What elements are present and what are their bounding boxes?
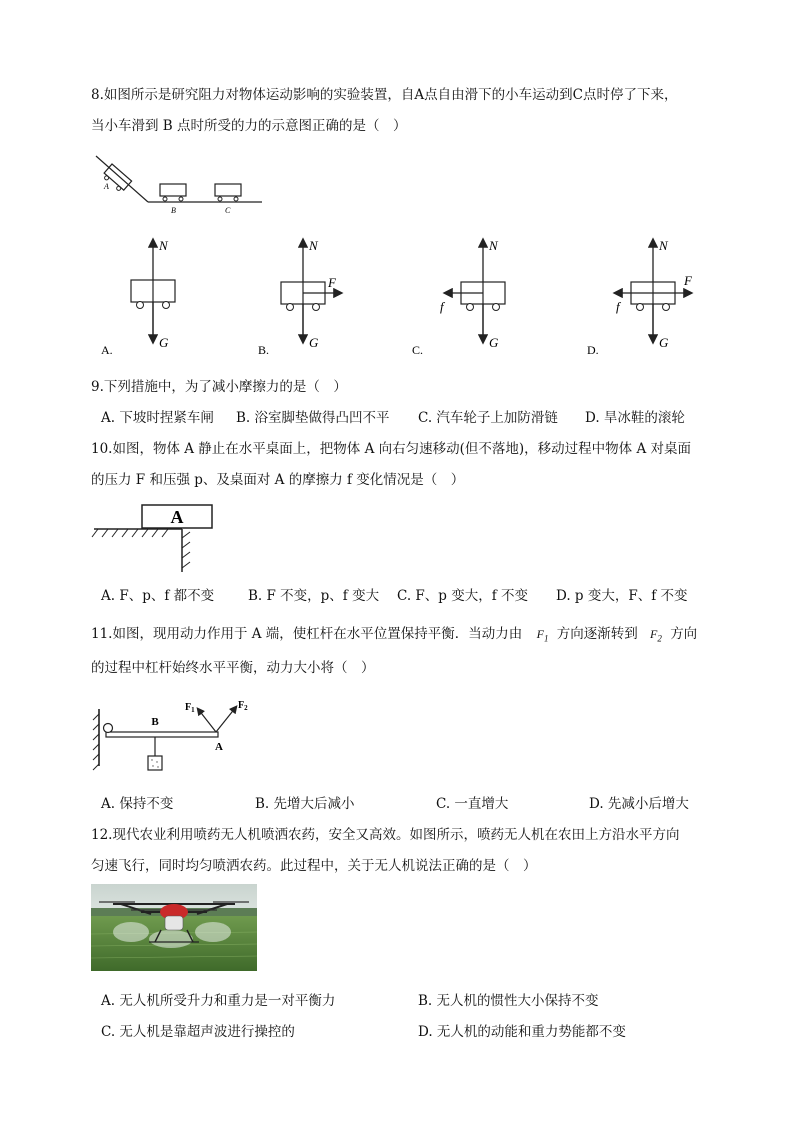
q11-stem-part1: 11.如图，现用动力作用于 A 端，使杠杆在水平位置保持平衡．当动力由 bbox=[91, 626, 523, 642]
q8-c-g: G bbox=[489, 335, 499, 350]
q10-option-a[interactable]: A. F、p、f 都不变 bbox=[101, 588, 215, 604]
q8-force-options bbox=[95, 232, 725, 357]
q11-stem-line1 bbox=[91, 622, 697, 643]
q11-stem-part3: 方向 bbox=[670, 626, 698, 642]
q8-stem-line2: 当小车滑到 B 点时所受的力的示意图正确的是（ ） bbox=[91, 118, 407, 134]
q8-d-f-upper: F bbox=[684, 273, 692, 288]
q8-option-a-diagram bbox=[101, 238, 175, 357]
q8-c-n: N bbox=[489, 238, 498, 253]
q9-option-a[interactable]: A. 下坡时捏紧车闸 bbox=[101, 410, 214, 426]
q8-a-g: G bbox=[159, 335, 169, 350]
q8-option-d-diagram bbox=[587, 238, 693, 357]
q12-drone-photo bbox=[91, 884, 257, 971]
q11-lever-figure bbox=[92, 694, 267, 776]
q11-option-b[interactable]: B. 先增大后减小 bbox=[255, 796, 355, 812]
q8-a-n: N bbox=[159, 238, 168, 253]
q11-label-f1: $F_1$ bbox=[185, 702, 195, 714]
q8-option-b-label: B. bbox=[258, 343, 270, 357]
q8-ramp-figure bbox=[90, 150, 270, 220]
q8-d-f-lower: f bbox=[616, 299, 620, 314]
q10-option-b[interactable]: B. F 不变，p、f 变大 bbox=[248, 588, 380, 604]
q9-option-c[interactable]: C. 汽车轮子上加防滑链 bbox=[418, 410, 558, 426]
q11-option-d[interactable]: D. 先减小后增大 bbox=[589, 796, 689, 812]
q12-option-b[interactable]: B. 无人机的惯性大小保持不变 bbox=[418, 993, 599, 1009]
q11-stem-line2: 的过程中杠杆始终水平平衡，动力大小将（ ） bbox=[91, 660, 375, 676]
q8-d-g: G bbox=[659, 335, 669, 350]
q11-option-c[interactable]: C. 一直增大 bbox=[436, 796, 509, 812]
q11-label-f2: $F_2$ bbox=[238, 700, 248, 712]
q10-block-label: A bbox=[170, 507, 184, 527]
q12-stem-line1: 12.现代农业利用喷药无人机喷洒农药，安全又高效。如图所示，喷药无人机在农田上方沿水平方向 bbox=[91, 827, 680, 843]
q8-option-c-diagram bbox=[412, 238, 505, 357]
q11-option-a[interactable]: A. 保持不变 bbox=[101, 796, 174, 812]
q12-option-a[interactable]: A. 无人机所受升力和重力是一对平衡力 bbox=[101, 993, 336, 1009]
q8-option-d-label: D. bbox=[587, 343, 599, 357]
q12-option-d[interactable]: D. 无人机的动能和重力势能都不变 bbox=[418, 1024, 626, 1040]
q9-stem: 9.下列措施中，为了减小摩擦力的是（ ） bbox=[91, 379, 347, 395]
q9-option-b[interactable]: B. 浴室脚垫做得凸凹不平 bbox=[236, 410, 390, 426]
q10-option-c[interactable]: C. F、p 变大，f 不变 bbox=[397, 588, 529, 604]
q12-stem-line2: 匀速飞行，同时均匀喷洒农药。此过程中，关于无人机说法正确的是（ ） bbox=[91, 858, 537, 874]
q10-table-figure bbox=[90, 500, 220, 575]
q11-label-b: B bbox=[151, 716, 159, 728]
q10-stem-line1: 10.如图，物体 A 静止在水平桌面上，把物体 A 向右匀速移动(但不落地)，移动过程中物体 A 对桌面 bbox=[91, 441, 691, 457]
q10-option-d[interactable]: D. p 变大，F、f 不变 bbox=[556, 588, 688, 604]
q8-label-c: C bbox=[225, 206, 231, 215]
q8-c-f: f bbox=[440, 299, 444, 314]
q9-option-d[interactable]: D. 旱冰鞋的滚轮 bbox=[585, 410, 685, 426]
q8-label-b: B bbox=[171, 206, 176, 215]
q8-b-f: F bbox=[328, 275, 336, 290]
q12-option-c[interactable]: C. 无人机是靠超声波进行操控的 bbox=[101, 1024, 295, 1040]
q8-b-n: N bbox=[309, 238, 318, 253]
q8-stem-line1: 8.如图所示是研究阻力对物体运动影响的实验装置，自A点自由滑下的小车运动到C点时停了下来， bbox=[91, 87, 678, 103]
q8-option-a-label: A. bbox=[101, 343, 113, 357]
q8-d-n: N bbox=[659, 238, 668, 253]
q8-option-b-diagram bbox=[258, 238, 341, 357]
q8-b-g: G bbox=[309, 335, 319, 350]
q11-f1-symbol: $F_1$ bbox=[536, 627, 549, 644]
q11-stem-part2: 方向逐渐转到 bbox=[556, 626, 638, 642]
q11-label-a: A bbox=[215, 741, 223, 753]
q8-option-c-label: C. bbox=[412, 343, 424, 357]
q10-stem-line2: 的压力 F 和压强 p、及桌面对 A 的摩擦力 f 变化情况是（ ） bbox=[91, 472, 465, 488]
q11-f2-symbol: $F_2$ bbox=[650, 627, 662, 644]
q8-label-a: A bbox=[104, 182, 109, 191]
